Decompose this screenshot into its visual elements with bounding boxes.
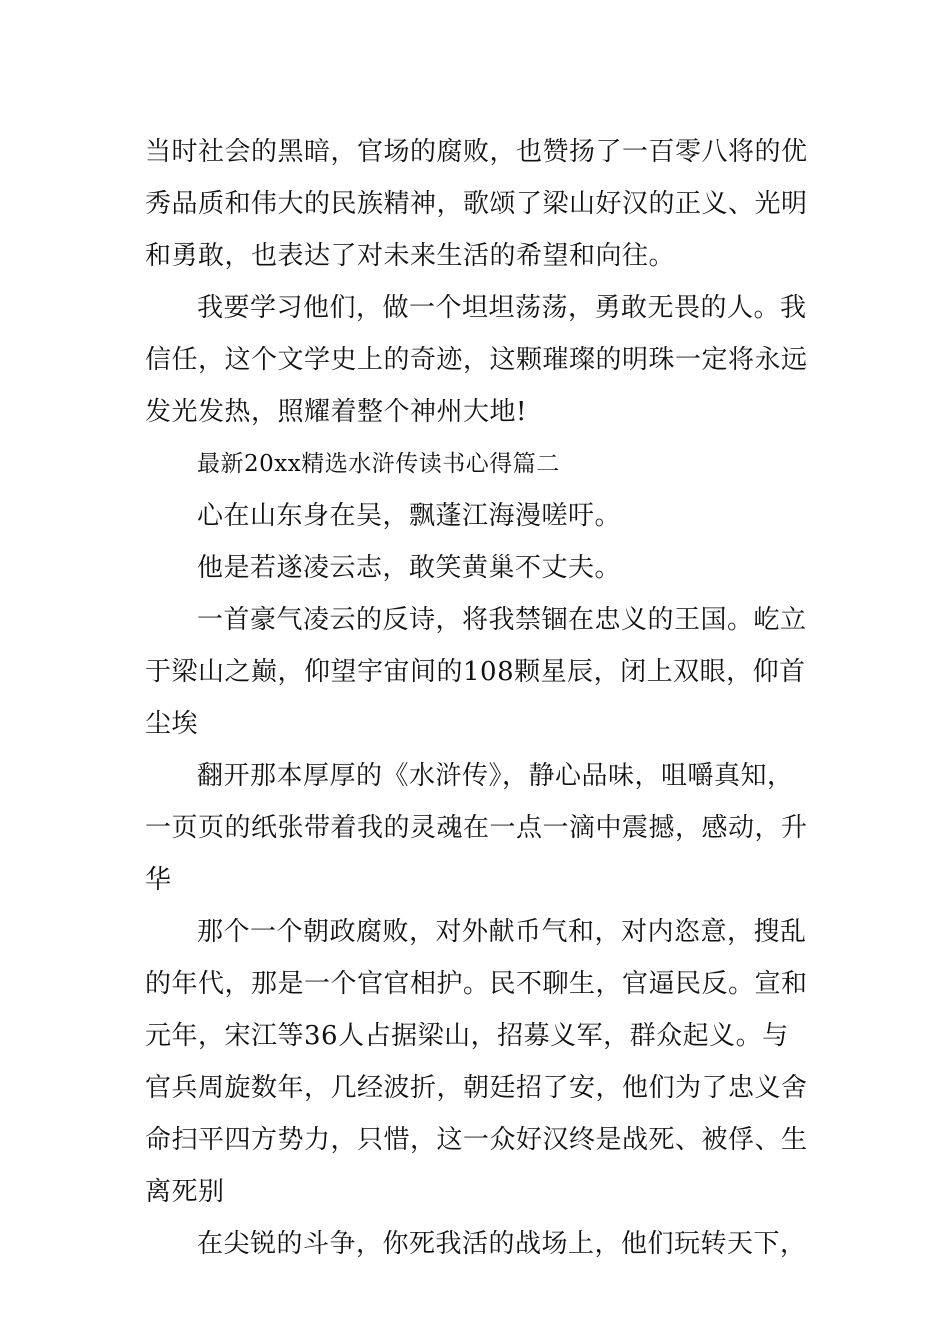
poem-line-1: 心在山东身在吴，飘蓬江海漫嗟吁。 bbox=[197, 501, 622, 531]
paragraph-5: 那个一个朝政腐败，对外献币气和，对内恣意，搜乱的年代，那是一个官官相护。民不聊生，官逼民反。宣和元年，宋江等36人占据梁山，招募义军，群众起义。与官兵周旋数年，几经波折，朝廷招了安，他们为了忠义舍命扫平四方势力，只惜，这一众好汉终是战死、被俘、生离死别 bbox=[145, 917, 808, 1207]
paragraph-3: 一首豪气凌云的反诗，将我禁锢在忠义的王国。屹立于梁山之巅，仰望宇宙间的108颗星辰，闭上双眼，仰首尘埃 bbox=[145, 605, 807, 739]
document-body bbox=[145, 126, 810, 1270]
section-heading: 最新20xx精选水浒传读书心得篇二 bbox=[197, 451, 560, 477]
poem-line-2: 他是若遂凌云志，敢笑黄巢不丈夫。 bbox=[197, 553, 622, 583]
paragraph-2: 我要学习他们，做一个坦坦荡荡，勇敢无畏的人。我信任，这个文学史上的奇迹，这颗璀璨的明珠一定将永远发光发热，照耀着整个神州大地! bbox=[145, 293, 808, 427]
paragraph-6: 在尖锐的斗争，你死我活的战场上，他们玩转天下， bbox=[197, 1229, 807, 1259]
paragraph-1: 当时社会的黑暗，官场的腐败，也赞扬了一百零八将的优秀品质和伟大的民族精神，歌颂了梁山好汉的正义、光明和勇敢，也表达了对未来生活的希望和向往。 bbox=[145, 137, 808, 271]
paragraph-4: 翻开那本厚厚的《水浒传》，静心品味，咀嚼真知，一页页的纸张带着我的灵魂在一点一滴中震撼，感动，升华 bbox=[145, 761, 808, 895]
